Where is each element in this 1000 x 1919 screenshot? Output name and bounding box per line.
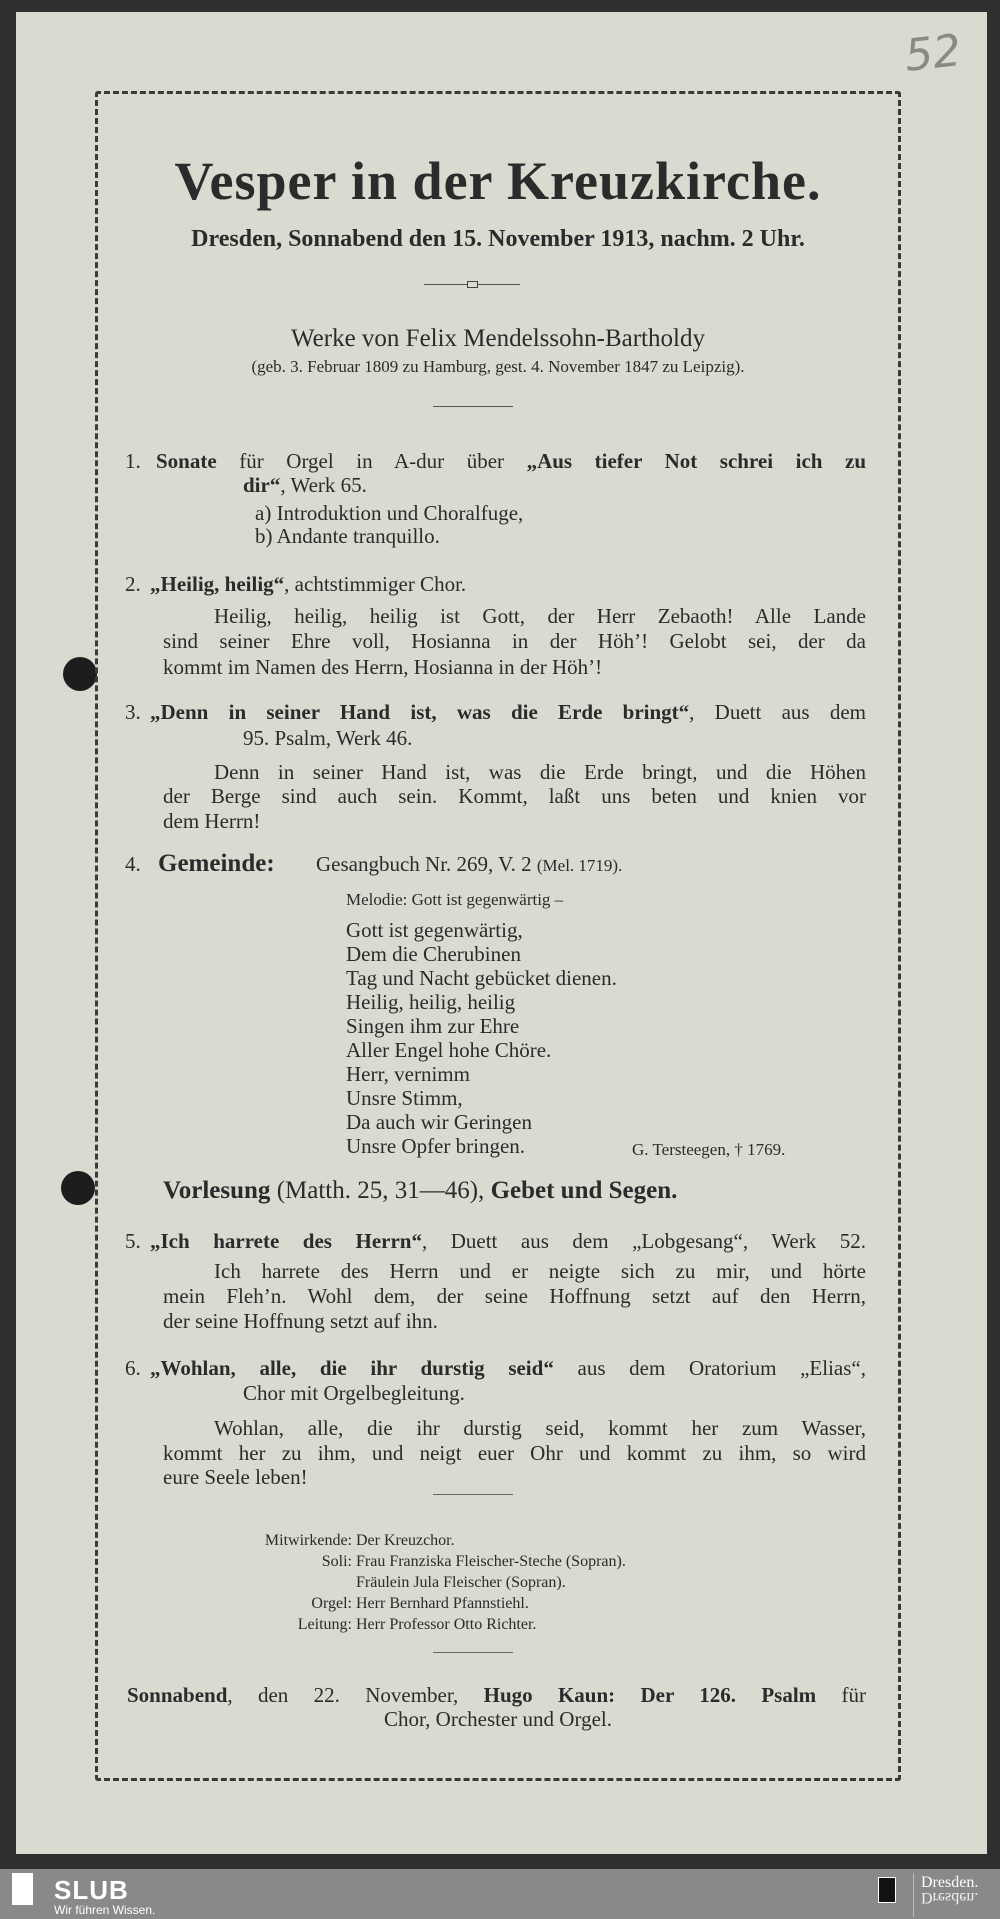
subtitle: Dresden, Sonnabend den 15. November 1913, nachm. 2 Uhr.: [191, 226, 805, 252]
punch-hole: [63, 657, 97, 691]
performer-name: Der Kreuzchor.: [356, 1532, 455, 1549]
item-text: für: [816, 1683, 866, 1707]
movement-a: a) Introduktion und Choralfuge,: [255, 501, 524, 525]
composer-dates: (geb. 3. Februar 1809 zu Hamburg, gest. 4. November 1847 zu Leipzig).: [251, 357, 745, 376]
work-title: Hugo Kaun: Der 126. Psalm: [483, 1683, 817, 1707]
congregation-label: Gemeinde:: [158, 850, 275, 877]
hymn-line: Unsre Stimm,: [346, 1086, 463, 1110]
slub-tagline: Wir führen Wissen.: [54, 1903, 156, 1917]
item-text: aus dem Oratorium „Elias“,: [553, 1356, 866, 1380]
divider: [433, 1652, 513, 1653]
performer-name: Herr Professor Otto Richter.: [356, 1616, 537, 1633]
slub-logo[interactable]: SLUB: [54, 1875, 129, 1905]
performer-role: Mitwirkende:: [264, 1532, 352, 1549]
lyric-line: dem Herrn!: [163, 809, 261, 833]
hymn-line: Singen ihm zur Ehre: [346, 1014, 520, 1038]
performer-row: [150, 1551, 626, 1572]
item-text: , Werk 65.: [280, 473, 367, 497]
lyric-line: der seine Hoffnung setzt auf ihn.: [163, 1309, 438, 1333]
lyric-line: Denn in seiner Hand ist, was die Erde bringt, und die Höhen: [214, 760, 866, 784]
slub-book-icon: [12, 1873, 33, 1905]
lyric-line: sind seiner Ehre voll, Hosianna in der Höh’! Gelobt sei, der da: [163, 629, 866, 653]
item-6-title: [150, 1356, 866, 1381]
hymnbook-ref: [316, 852, 622, 878]
page-title: Vesper in der Kreuzkirche.: [174, 151, 822, 211]
hymn-line: Gott ist gegenwärtig,: [346, 918, 523, 942]
dresden-crest-icon: [878, 1877, 896, 1903]
hymn-author: G. Tersteegen, † 1769.: [632, 1140, 786, 1159]
lyric-line: Heilig, heilig, heilig ist Gott, der Herr Zebaoth! Alle Lande: [214, 604, 866, 628]
hymn-verse: [346, 918, 617, 1158]
lyric-line: Wohlan, alle, die ihr durstig seid, kommt her zum Wasser,: [214, 1416, 866, 1440]
movement-b: b) Andante tranquillo.: [255, 524, 440, 548]
ornament-divider: [433, 406, 513, 407]
item-5-title: [150, 1229, 866, 1254]
item-text: für Orgel in A-dur über: [216, 449, 527, 473]
item-text: Gesangbuch Nr. 269, V. 2: [316, 852, 532, 876]
hymn-line: Da auch wir Geringen: [346, 1110, 533, 1134]
lyric-line: eure Seele leben!: [163, 1465, 308, 1489]
dresden-logo[interactable]: [921, 1876, 978, 1904]
work-title: „Aus tiefer Not schrei ich zu: [526, 449, 867, 473]
performer-role: Soli:: [321, 1553, 352, 1570]
item-text: , Duett aus dem: [689, 700, 867, 724]
item-number: 2.: [125, 572, 141, 596]
item-3-title: [150, 700, 866, 725]
lyric-line: kommt im Namen des Herrn, Hosianna in der Höh’!: [163, 655, 603, 679]
melody-note: Melodie: Gott ist gegenwärtig –: [346, 890, 564, 909]
ornament-divider: [424, 284, 520, 285]
hymn-line: Aller Engel hohe Chöre.: [346, 1038, 552, 1062]
work-title: „Denn in seiner Hand ist, was die Erde bringt“: [150, 700, 690, 724]
punch-hole: [61, 1171, 95, 1205]
reading-line: [163, 1176, 677, 1206]
work-title: „Heilig, heilig“: [150, 572, 285, 596]
footer-divider: [913, 1873, 914, 1917]
handwritten-page-number: 52: [902, 25, 964, 82]
performer-name: Herr Bernhard Pfannstiehl.: [356, 1595, 529, 1612]
hymn-line: Tag und Nacht gebücket dienen.: [346, 966, 617, 990]
hymn-line: Dem die Cherubinen: [346, 942, 521, 966]
work-title: „Wohlan, alle, die ihr durstig seid“: [150, 1356, 554, 1380]
lyric-line: der Berge sind auch sein. Kommt, laßt uns beten und knien vor: [163, 784, 866, 808]
reading-label: Vorlesung: [163, 1177, 271, 1204]
performer-role: Orgel:: [311, 1595, 352, 1612]
next-service-line-2: Chor, Orchester und Orgel.: [384, 1707, 612, 1731]
composer-line: Werke von Felix Mendelssohn-Bartholdy: [291, 325, 705, 352]
lyric-line: kommt her zu ihm, und neigt euer Ohr und kommt zu ihm, so wird: [163, 1441, 866, 1465]
work-title: dir“: [243, 473, 281, 497]
performers-list: [150, 1530, 626, 1635]
work-title: „Ich harrete des Herrn“: [150, 1229, 422, 1253]
dresden-wordmark-mirror: Dresden.: [921, 1889, 979, 1906]
performer-row: [150, 1614, 626, 1635]
item-text: (Matth. 25, 31—46),: [270, 1177, 491, 1204]
melody-year: (Mel. 1719).: [536, 856, 623, 875]
footer-bar: [0, 1869, 1000, 1919]
performer-row: [150, 1530, 626, 1551]
performer-name: Fräulein Jula Fleischer (Sopran).: [356, 1574, 566, 1591]
performer-name: Frau Franziska Fleischer-Steche (Sopran).: [356, 1553, 626, 1570]
item-2-title: [150, 572, 466, 597]
performer-row: [150, 1572, 626, 1593]
performer-role: Leitung:: [297, 1616, 352, 1633]
divider: [433, 1494, 513, 1495]
item-1-title-cont: [243, 473, 367, 498]
lyric-line: mein Fleh’n. Wohl dem, der seine Hoffnung setzt auf den Herrn,: [163, 1284, 866, 1308]
item-text: , Duett aus dem „Lobgesang“, Werk 52.: [421, 1229, 866, 1253]
performer-row: [150, 1593, 626, 1614]
item-1-title: [156, 449, 866, 474]
hymn-line: Herr, vernimm: [346, 1062, 470, 1086]
dresden-wordmark: Dresden.: [921, 1874, 979, 1891]
lyric-line: Ich harrete des Herrn und er neigte sich zu mir, und hörte: [214, 1259, 866, 1283]
item-number: 6.: [125, 1356, 141, 1380]
prayer-label: Gebet und Segen.: [490, 1177, 678, 1204]
hymn-line: Heilig, heilig, heilig: [346, 990, 516, 1014]
item-6-title-cont: Chor mit Orgelbegleitung.: [243, 1381, 465, 1405]
item-number: 5.: [125, 1229, 141, 1253]
item-number: 1.: [125, 449, 141, 473]
work-title: Sonate: [156, 449, 217, 473]
next-service-line: [127, 1683, 866, 1708]
item-text: , den 22. November,: [227, 1683, 484, 1707]
item-number: 4.: [125, 852, 141, 876]
item-text: , achtstimmiger Chor.: [284, 572, 467, 596]
item-3-title-cont: 95. Psalm, Werk 46.: [243, 726, 413, 750]
next-date-label: Sonnabend: [127, 1683, 228, 1707]
hymn-line: Unsre Opfer bringen.: [346, 1134, 526, 1158]
item-number: 3.: [125, 700, 141, 724]
